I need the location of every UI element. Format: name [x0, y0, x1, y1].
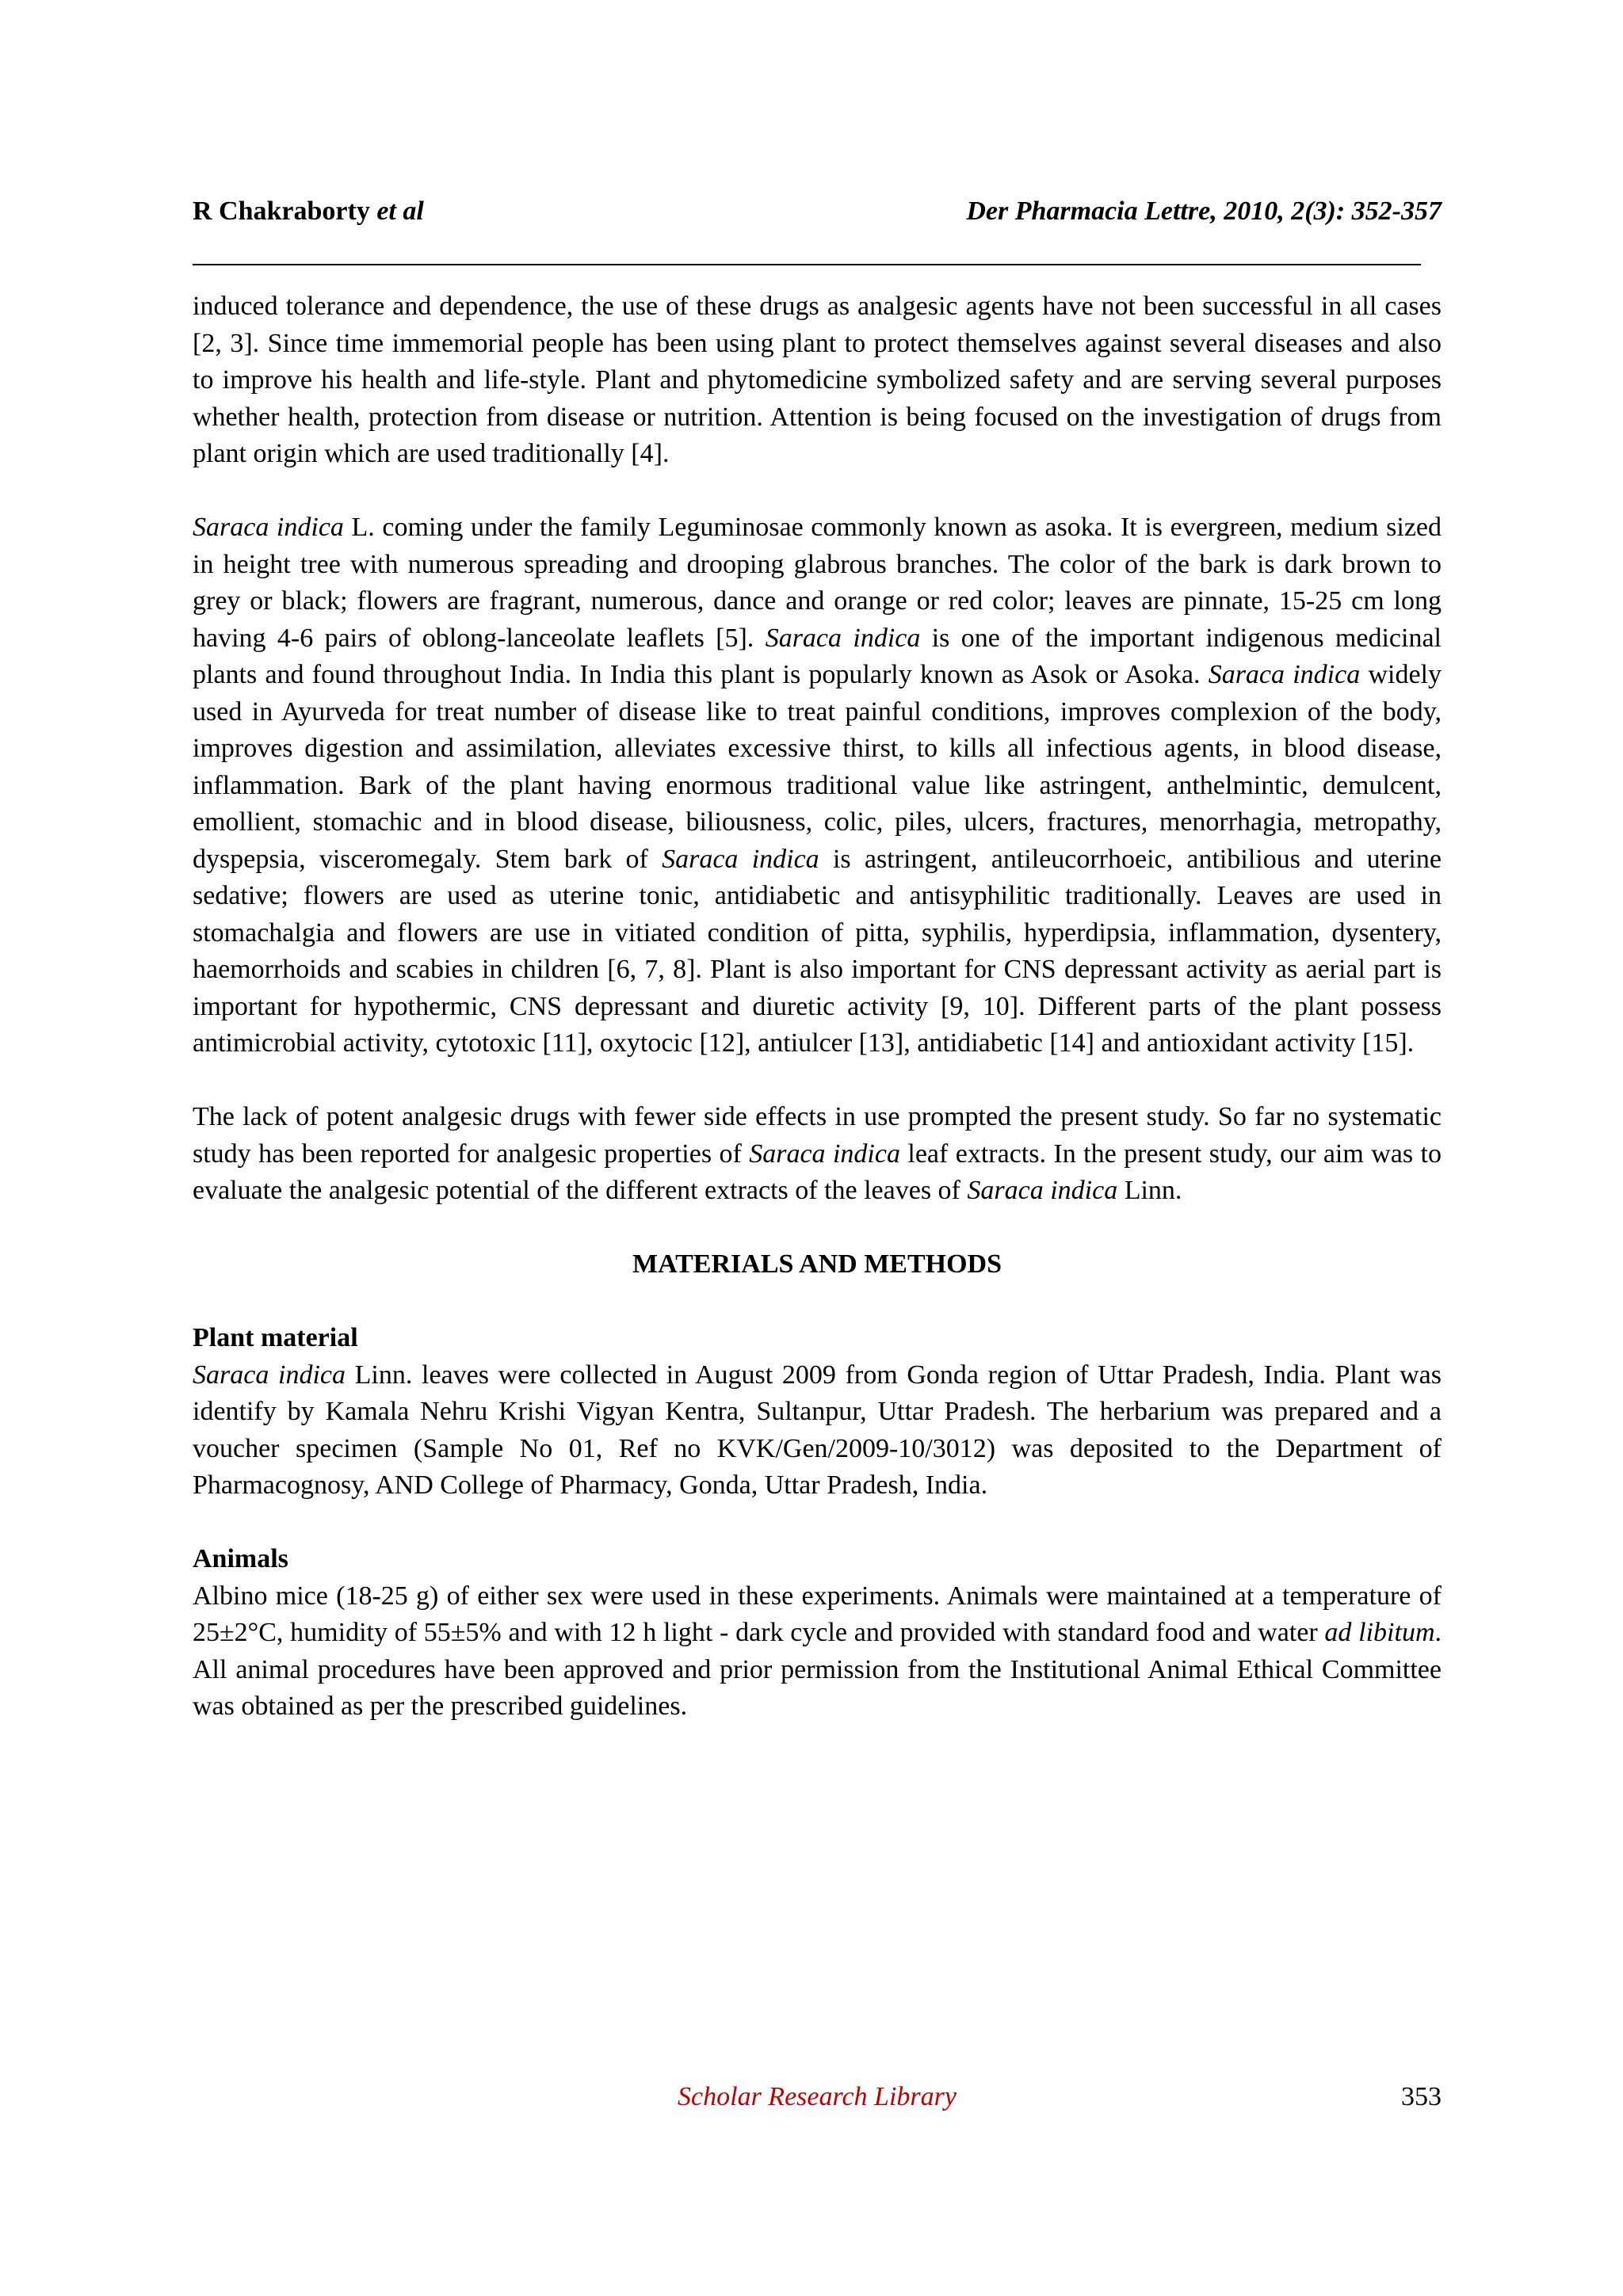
header-journal-citation: Der Pharmacia Lettre, 2010, 2(3): 352-357: [966, 196, 1442, 226]
footer-page-number: 353: [1401, 2082, 1442, 2111]
running-header: [193, 194, 1442, 229]
article-body: [193, 288, 1442, 1726]
section-title: MATERIALS AND METHODS: [632, 1249, 1002, 1279]
paragraph-intro: induced tolerance and dependence, the use of these drugs as analgesic agents have not been successful in all cases [2, 3]. Since time immemorial people has been using plant to protect themselves against several diseases and also to improve his health and life-style. Plant and phytomedicine symbolized safety and are serving several purposes whether health, protection from disease or nutrition. Attention is being focused on the investigation of drugs from plant origin which are used traditionally [4].: [193, 292, 1442, 468]
paragraph-study-aim: The lack of potent analgesic drugs with fewer side effects in use prompted the present study. So far no systematic study has been reported for analgesic properties of Saraca indica leaf extracts. In the present study, our aim was to evaluate the analgesic potential of the different extracts of the leaves of Saraca indica Linn.: [193, 1102, 1442, 1205]
footer-publisher: Scholar Research Library: [678, 2082, 957, 2111]
header-author: R Chakraborty et al: [193, 196, 424, 226]
subheading-plant-material: Plant material: [193, 1323, 358, 1352]
paragraph-saraca-description: Saraca indica L. coming under the family Leguminosae commonly known as asoka. It is evergreen, medium sized in height tree with numerous spreading and drooping glabrous branches. The color of the bark is dark brown to grey or black; flowers are fragrant, numerous, dance and orange or red color; leaves are pinnate, 15-25 cm long having 4-6 pairs of oblong-lanceolate leaflets [5]. Saraca indica is one of the important indigenous medicinal plants and found throughout India. In India this plant is popularly known as Asok or Asoka. Saraca indica widely used in Ayurveda for treat number of disease like to treat painful conditions, improves complexion of the body, improves digestion and assimilation, alleviates excessive thirst, to kills all infectious agents, in blood disease, inflammation. Bark of the plant having enormous traditional value like astringent, anthelmintic, demulcent, emollient, stomachic and in blood disease, biliousness, colic, piles, ulcers, fractures, menorrhagia, metropathy, dyspepsia, visceromegaly. Stem bark of Saraca indica is astringent, antileucorrhoeic, antibilious and uterine sedative; flowers are used as uterine tonic, antidiabetic and antisyphilitic traditionally. Leaves are used in stomachalgia and flowers are use in vitiated condition of pitta, syphilis, hyperdipsia, inflammation, dysentery, haemorrhoids and scabies in children [6, 7, 8]. Plant is also important for CNS depressant activity as aerial part is important for hypothermic, CNS depressant and diuretic activity [9, 10]. Different parts of the plant possess antimicrobial activity, cytotoxic [11], oxytocic [12], antiulcer [13], antidiabetic [14] and antioxidant activity [15].: [193, 513, 1442, 1058]
header-rule: [193, 264, 1421, 265]
paragraph-plant-material: Saraca indica Linn. leaves were collected in August 2009 from Gonda region of Uttar Pradesh, India. Plant was identify by Kamala Nehru Krishi Vigyan Kentra, Sultanpur, Uttar Pradesh. The herbarium was prepared and a voucher specimen (Sample No 01, Ref no KVK/Gen/2009-10/3012) was deposited to the Department of Pharmacognosy, AND College of Pharmacy, Gonda, Uttar Pradesh, India.: [193, 1360, 1442, 1500]
subheading-animals: Animals: [193, 1544, 288, 1573]
paragraph-animals: Albino mice (18-25 g) of either sex were used in these experiments. Animals were maintained at a temperature of 25±2°C, humidity of 55±5% and with 12 h light - dark cycle and provided with standard food and water ad libitum. All animal procedures have been approved and prior permission from the Institutional Animal Ethical Committee was obtained as per the prescribed guidelines.: [193, 1581, 1442, 1721]
